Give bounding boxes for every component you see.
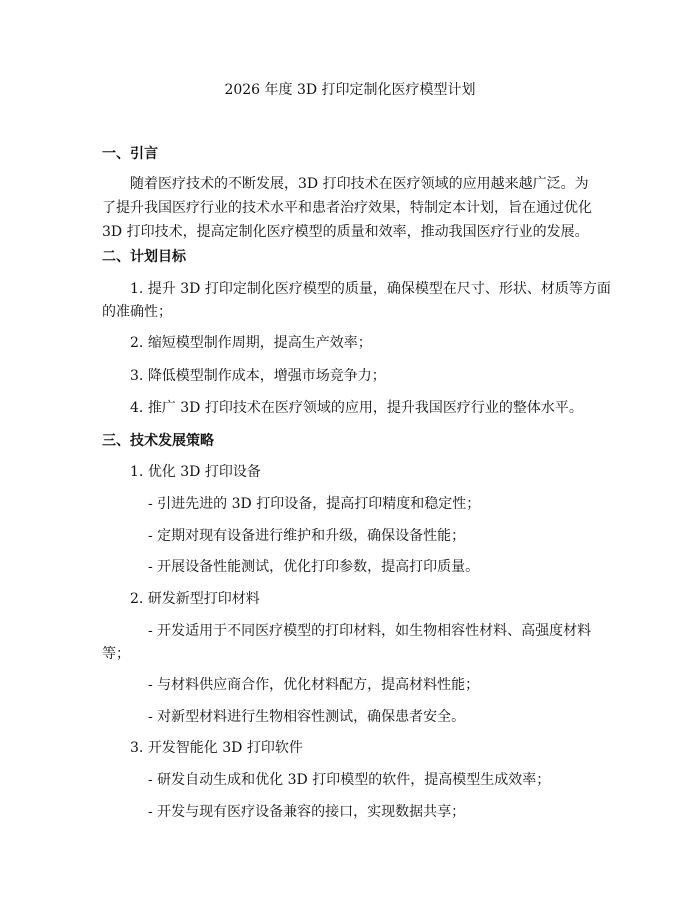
goal-item-text: 降低模型制作成本，增强市场竞争力； — [147, 368, 386, 384]
strategy-bullet: - 与材料供应商合作，优化材料配方，提高材料性能； — [148, 677, 480, 693]
strategy-bullet: - 开展设备性能测试，优化打印参数，提高打印质量。 — [148, 559, 480, 575]
strategy-bullet: - 定期对现有设备进行维护和升级，确保设备性能； — [148, 528, 466, 544]
document-title: 2026 年度 3D 打印定制化医疗模型计划 — [224, 82, 476, 98]
section-heading-goals: 二、计划目标 — [102, 249, 186, 265]
strategy-group-number: 1. — [130, 464, 144, 480]
strategy-group-3-title — [130, 738, 303, 758]
strategy-group-1-title — [130, 462, 261, 482]
goal-item-text: 提升 3D 打印定制化医疗模型的质量，确保模型在尺寸、形状、材质等方面 — [147, 281, 611, 297]
strategy-bullet: - 引进先进的 3D 打印设备，提高打印精度和稳定性； — [148, 496, 481, 512]
strategy-bullet-continuation: 等； — [102, 646, 130, 662]
intro-paragraph: 随着医疗技术的不断发展，3D 打印技术在医疗领域的应用越来越广泛。为了提升我国医疗行业的技术水平和患者治疗效果，特制定本计划，旨在通过优化 3D 打印技术，提高定制化医疗模型的质量和效率，推动我国医疗行业的发展。 — [102, 176, 592, 240]
goal-item-number: 2. — [130, 335, 144, 351]
strategy-bullet: - 开发与现有医疗设备兼容的接口，实现数据共享； — [148, 804, 466, 820]
goal-item-text: 推广 3D 打印技术在医疗领域的应用，提升我国医疗行业的整体水平。 — [147, 400, 583, 416]
goal-item-number: 3. — [130, 368, 144, 384]
strategy-bullet: - 研发自动生成和优化 3D 打印模型的软件，提高模型生成效率； — [148, 772, 551, 788]
strategy-group-title: 研发新型打印材料 — [147, 591, 260, 607]
goal-item-3 — [130, 366, 386, 386]
strategy-group-title: 开发智能化 3D 打印软件 — [147, 740, 303, 756]
strategy-group-title: 优化 3D 打印设备 — [147, 464, 261, 480]
strategy-group-2-title — [130, 589, 260, 609]
section-heading-strategy: 三、技术发展策略 — [102, 433, 214, 449]
section-heading-intro: 一、引言 — [102, 146, 158, 162]
goal-item-1-continuation: 的准确性； — [102, 304, 172, 320]
goal-item-text: 缩短模型制作周期，提高生产效率； — [147, 335, 372, 351]
goal-item-number: 4. — [130, 400, 144, 416]
strategy-bullet: - 对新型材料进行生物相容性测试，确保患者安全。 — [148, 709, 466, 725]
goal-item-2 — [130, 333, 372, 353]
strategy-bullet: - 开发适用于不同医疗模型的打印材料，如生物相容性材料、高强度材料 — [148, 623, 592, 639]
goal-item-1 — [130, 279, 611, 299]
strategy-group-number: 3. — [130, 740, 144, 756]
strategy-group-number: 2. — [130, 591, 144, 607]
goal-item-4 — [130, 398, 583, 418]
goal-item-number: 1. — [130, 281, 144, 297]
